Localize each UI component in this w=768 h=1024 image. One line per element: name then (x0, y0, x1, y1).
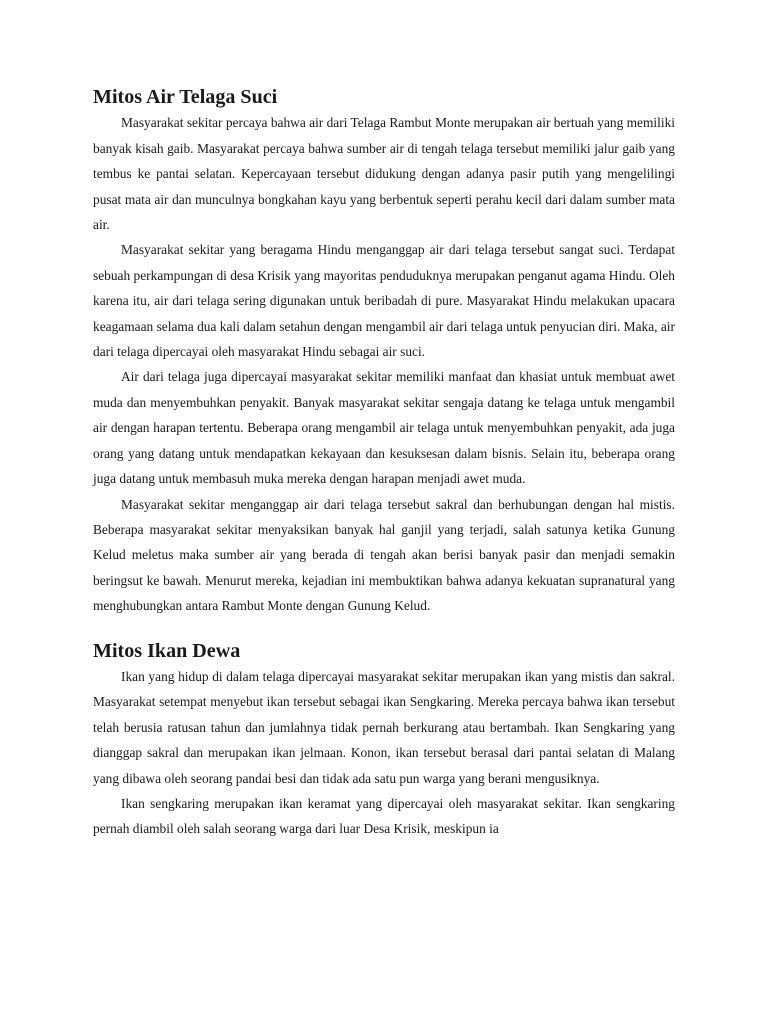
paragraph: Ikan yang hidup di dalam telaga dipercayai masyarakat sekitar merupakan ikan yang mistis dan sakral. Masyarakat setempat menyebut ikan tersebut sebagai ikan Sengkaring. Mereka percaya bahwa ikan tersebut telah berusia ratusan tahun dan jumlahnya tidak pernah berkurang atau bertambah. Ikan Sengkaring yang dianggap sakral dan merupakan ikan jelmaan. Konon, ikan tersebut berasal dari pantai selatan di Malang yang dibawa oleh seorang pandai besi dan tidak ada satu pun warga yang berani mengusiknya. (93, 668, 675, 786)
section-title-mitos-ikan-dewa: Mitos Ikan Dewa (93, 639, 241, 662)
paragraph: Masyarakat sekitar percaya bahwa air dari Telaga Rambut Monte merupakan air bertuah yang memiliki banyak kisah gaib. Masyarakat percaya bahwa sumber air di tengah telaga tersebut memiliki jalur gaib yang tembus ke pantai selatan. Kepercayaan tersebut didukung dengan adanya pasir putih yang mengelilingi pusat mata air dan munculnya bongkahan kayu yang berbentuk seperti perahu kecil dari dalam sumber mata air. (93, 115, 675, 233)
paragraph: Ikan sengkaring merupakan ikan keramat yang dipercayai oleh masyarakat sekitar. Ikan sengkaring pernah diambil oleh salah seorang warga dari luar Desa Krisik, meskipun ia (93, 795, 675, 837)
paragraph: Masyarakat sekitar yang beragama Hindu menganggap air dari telaga tersebut sangat suci. Terdapat sebuah perkampungan di desa Krisik yang mayoritas penduduknya merupakan penganut agama Hindu. Oleh karena itu, air dari telaga sering digunakan untuk beribadah di pure. Masyarakat Hindu melakukan upacara keagamaan selama dua kali dalam setahun dengan mengambil air dari telaga untuk penyucian diri. Maka, air dari telaga dipercayai oleh masyarakat Hindu sebagai air suci. (93, 242, 675, 360)
paragraph: Masyarakat sekitar menganggap air dari telaga tersebut sakral dan berhubungan dengan hal mistis. Beberapa masyarakat sekitar menyaksikan banyak hal ganjil yang terjadi, salah satunya ketika Gunung Kelud meletus maka sumber air yang berada di tengah akan berisi banyak pasir dan menjadi semakin beringsut ke bawah. Menurut mereka, kejadian ini membuktikan bahwa adanya kekuatan supranatural yang menghubungkan antara Rambut Monte dengan Gunung Kelud. (93, 496, 675, 614)
document-page (93, 85, 675, 842)
section-spacer (93, 619, 675, 639)
paragraph: Air dari telaga juga dipercayai masyarakat sekitar memiliki manfaat dan khasiat untuk membuat awet muda dan menyembuhkan penyakit. Banyak masyarakat sekitar sengaja datang ke telaga untuk mengambil air dengan harapan tertentu. Beberapa orang mengambil air telaga untuk menyembuhkan penyakit, ada juga orang yang datang untuk mendapatkan kekayaan dan kesuksesan dalam bisnis. Selain itu, beberapa orang juga datang untuk membasuh muka mereka dengan harapan menjadi awet muda. (93, 369, 675, 487)
section-title-mitos-air-telaga-suci: Mitos Air Telaga Suci (93, 86, 278, 108)
